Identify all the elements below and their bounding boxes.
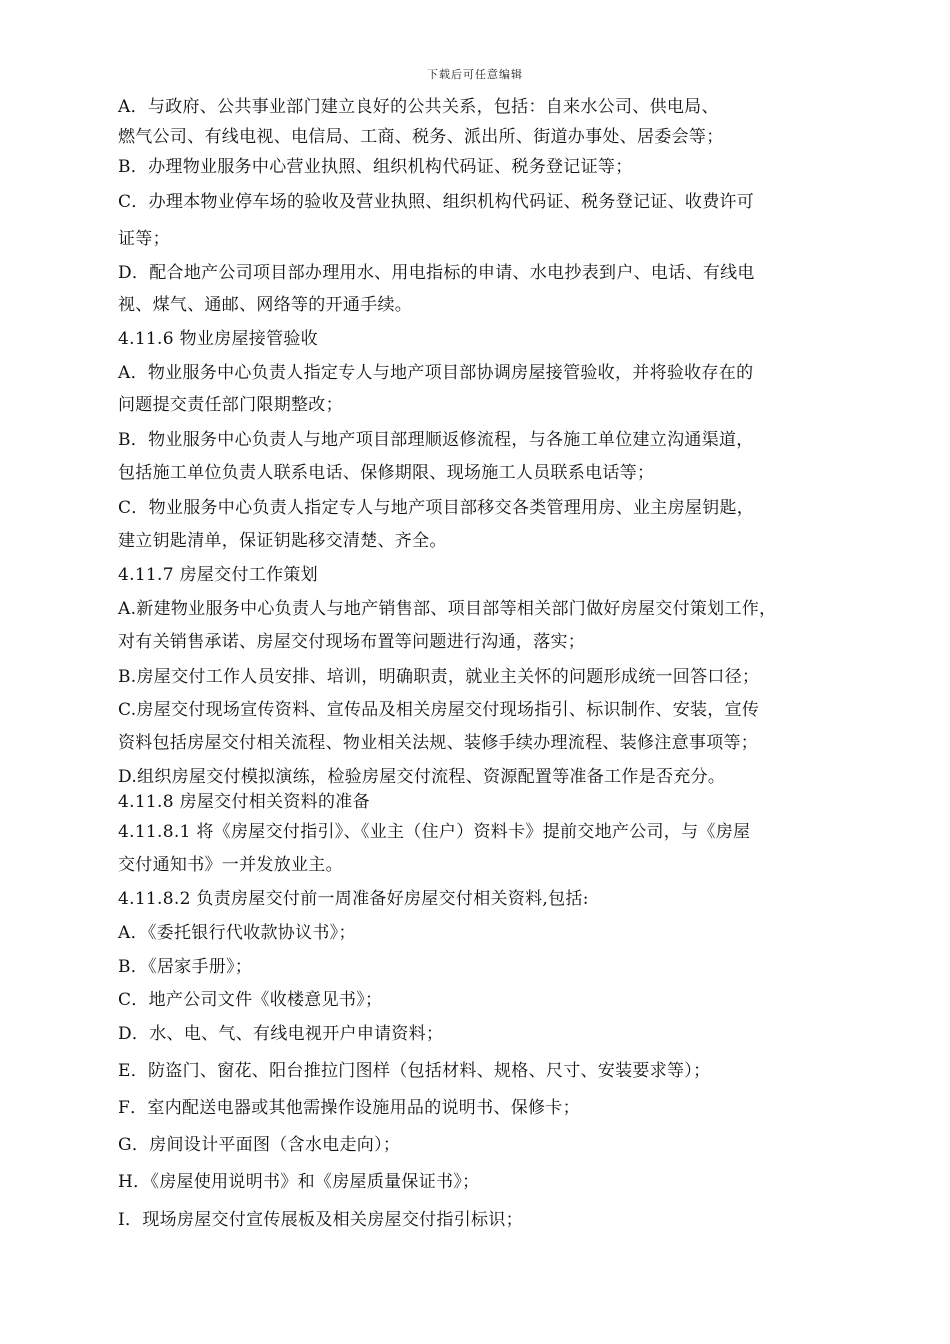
text-line: C．办理本物业停车场的验收及营业执照、组织机构代码证、税务登记证、收费许可	[118, 192, 755, 212]
list-item: C．地产公司文件《收楼意见书》；	[118, 990, 383, 1010]
text-line: A．与政府、公共事业部门建立良好的公共关系，包括：自来水公司、供电局、	[118, 97, 719, 117]
text-line: 视、煤气、通邮、网络等的开通手续。	[118, 295, 413, 315]
list-item: D．水、电、气、有线电视开户申请资料；	[118, 1024, 444, 1044]
section-heading: 4.11.6 物业房屋接管验收	[118, 329, 318, 349]
list-item: I．现场房屋交付宣传展板及相关房屋交付指引标识；	[118, 1210, 523, 1230]
list-item: F．室内配送电器或其他需操作设施用品的说明书、保修卡；	[118, 1098, 580, 1118]
text-line: 对有关销售承诺、房屋交付现场布置等问题进行沟通，落实；	[118, 632, 586, 652]
text-line: 燃气公司、有线电视、电信局、工商、税务、派出所、街道办事处、居委会等；	[118, 127, 724, 147]
page-header: 下载后可任意编辑	[427, 68, 523, 81]
list-item: E．防盗门、窗花、阳台推拉门图样（包括材料、规格、尺寸、安装要求等）；	[118, 1061, 711, 1081]
text-line: 包括施工单位负责人联系电话、保修期限、现场施工人员联系电话等；	[118, 463, 655, 483]
text-line: B．物业服务中心负责人与地产项目部理顺返修流程，与各施工单位建立沟通渠道，	[118, 430, 754, 450]
text-line: C．物业服务中心负责人指定专人与地产项目部移交各类管理用房、业主房屋钥匙，	[118, 498, 755, 518]
text-line: 建立钥匙清单，保证钥匙移交清楚、齐全。	[118, 531, 447, 551]
list-item: H．《房屋使用说明书》和《房屋质量保证书》；	[118, 1172, 480, 1192]
text-line: 4.11.8.2 负责房屋交付前一周准备好房屋交付相关资料,包括:	[118, 889, 589, 909]
text-line: 问题提交责任部门限期整改；	[118, 395, 343, 415]
text-line: 资料包括房屋交付相关流程、物业相关法规、装修手续办理流程、装修注意事项等；	[118, 733, 759, 753]
section-heading: 4.11.7 房屋交付工作策划	[118, 565, 318, 585]
list-item: G．房间设计平面图（含水电走向）；	[118, 1135, 401, 1155]
text-line: B.房屋交付工作人员安排、培训，明确职责，就业主关怀的问题形成统一回答口径；	[118, 667, 760, 687]
text-line: C.房屋交付现场宣传资料、宣传品及相关房屋交付现场指引、标识制作、安装，宣传	[118, 700, 760, 720]
text-line: D．配合地产公司项目部办理用水、用电指标的申请、水电抄表到户、电话、有线电	[118, 263, 755, 283]
text-line: A.新建物业服务中心负责人与地产销售部、项目部等相关部门做好房屋交付策划工作，	[118, 599, 777, 619]
section-heading: 4.11.8 房屋交付相关资料的准备	[118, 792, 370, 812]
text-line: D.组织房屋交付模拟演练，检验房屋交付流程、资源配置等准备工作是否充分。	[118, 767, 726, 787]
list-item: A．《委托银行代收款协议书》；	[118, 923, 356, 943]
text-line: A．物业服务中心负责人指定专人与地产项目部协调房屋接管验收，并将验收存在的	[118, 363, 754, 383]
text-line: B．办理物业服务中心营业执照、组织机构代码证、税务登记证等；	[118, 157, 633, 177]
text-line: 4.11.8.1 将《房屋交付指引》、《业主（住户）资料卡》提前交地产公司，与《房屋	[118, 822, 751, 842]
text-line: 证等；	[118, 229, 170, 249]
list-item: B．《居家手册》；	[118, 957, 253, 977]
text-line: 交付通知书》一并发放业主。	[118, 855, 343, 875]
